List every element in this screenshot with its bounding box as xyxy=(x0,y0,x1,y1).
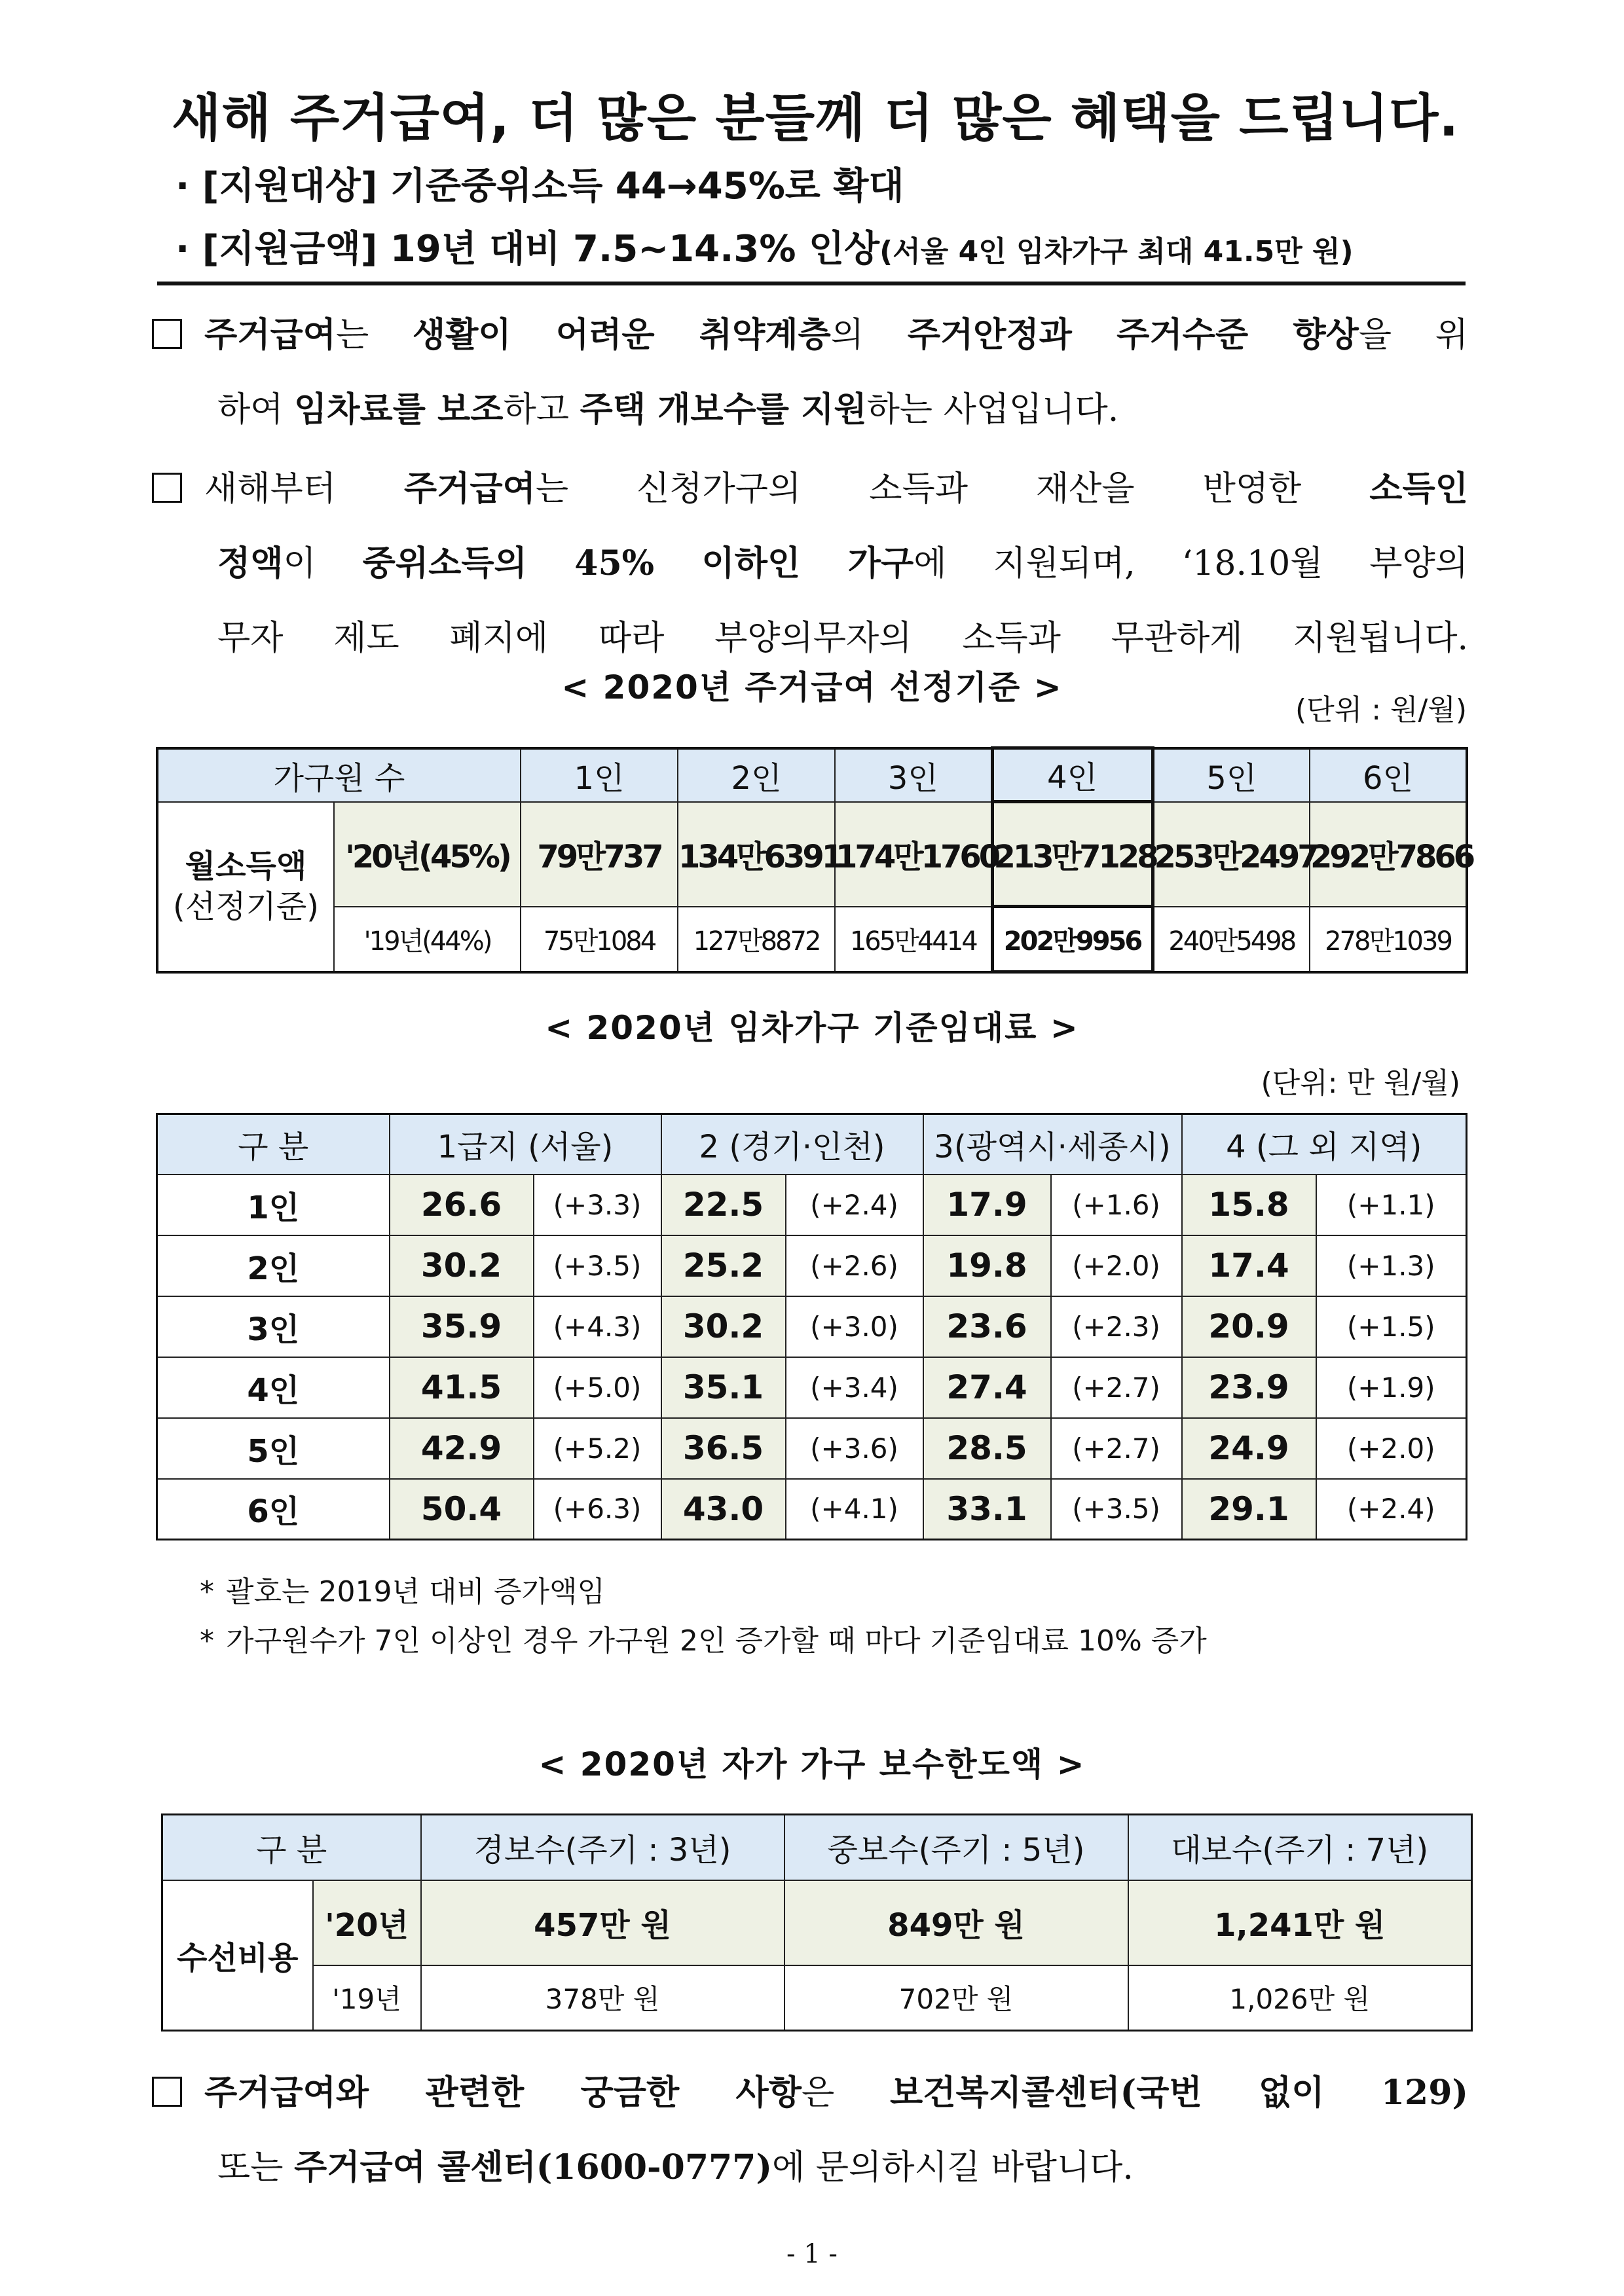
table2-row-label: 3인 xyxy=(157,1296,390,1357)
table3-value-cell: 849만 원 xyxy=(784,1880,1128,1965)
table2-change-cell: (+2.0) xyxy=(1316,1418,1467,1479)
subtitle-amount xyxy=(175,220,1354,272)
table2-row-label: 2인 xyxy=(157,1235,390,1296)
table3-caption: < 2020년 자가 가구 보수한도액 > xyxy=(538,1745,1086,1783)
footnote: * 가구원수가 7인 이상인 경우 가구원 2인 증가할 때 마다 기준임대료 10% 증가 xyxy=(200,1624,1207,1658)
table2-change-cell: (+3.4) xyxy=(786,1357,923,1418)
table1-header-cell: 4인 xyxy=(992,748,1153,802)
table2-change-cell: (+1.1) xyxy=(1316,1175,1467,1235)
table2-header-cell: 3(광역시·세종시) xyxy=(923,1114,1182,1175)
asterisk-icon: * xyxy=(200,1575,214,1609)
table1-header-cell: 5인 xyxy=(1153,748,1310,802)
table3-year-cell: '20년 xyxy=(313,1880,421,1965)
table-row xyxy=(157,1418,1467,1479)
document-title: 새해 주거급여, 더 많은 분들께 더 많은 혜택을 드립니다. xyxy=(172,89,1460,148)
table2-header-row xyxy=(157,1114,1467,1175)
table1-value-cell: 174만1760 xyxy=(835,802,992,907)
table2-rent-cell: 26.6 xyxy=(390,1175,534,1235)
table2-rent-cell: 35.9 xyxy=(390,1296,534,1357)
table2-rent-cell: 25.2 xyxy=(661,1235,786,1296)
subtitle-target: · [지원대상] 기준중위소득 44→45%로 확대 xyxy=(175,165,904,208)
table2-header-cell: 1급지 (서울) xyxy=(390,1114,661,1175)
table1-value-cell: 292만7866 xyxy=(1310,802,1467,907)
paragraph-criteria-line3: 무자 제도 폐지에 따라 부양의무자의 소득과 무관하게 지원됩니다. xyxy=(217,619,1468,658)
table-row xyxy=(157,1296,1467,1357)
paragraph-intro xyxy=(152,298,1468,447)
table2-rent-cell: 28.5 xyxy=(923,1418,1051,1479)
table2-rent-cell: 17.9 xyxy=(923,1175,1051,1235)
table-row xyxy=(157,1357,1467,1418)
subtitle-amount-note: (서울 4인 임차가구 최대 41.5만 원) xyxy=(879,235,1354,268)
table3-value-cell: 378만 원 xyxy=(421,1965,784,2031)
table3-value-cell: 1,241만 원 xyxy=(1128,1880,1472,1965)
title-divider xyxy=(157,282,1466,285)
table2-rent-cell: 35.1 xyxy=(661,1357,786,1418)
table2-header-cell: 구 분 xyxy=(157,1114,390,1175)
table2-rent-cell: 24.9 xyxy=(1182,1418,1316,1479)
table2-rent-cell: 19.8 xyxy=(923,1235,1051,1296)
paragraph-criteria-line2: 정액이 중위소득의 45% 이하인 가구에 지원되며, ‘18.10월 부양의 xyxy=(217,543,1468,583)
table1-row-label: 월소득액 (선정기준) xyxy=(157,802,334,972)
table1-year-cell: '20년(45%) xyxy=(334,802,521,907)
table1-value-cell: 253만2497 xyxy=(1153,802,1310,907)
table-row xyxy=(162,1965,1472,2031)
table3-value-cell: 702만 원 xyxy=(784,1965,1128,2031)
table1-value-cell: 165만4414 xyxy=(835,907,992,972)
table2-row-label: 1인 xyxy=(157,1175,390,1235)
table1-caption: < 2020년 주거급여 선정기준 > xyxy=(561,668,1063,706)
table3-header-cell: 대보수(주기 : 7년) xyxy=(1128,1815,1472,1880)
table1-value-cell: 79만737 xyxy=(521,802,678,907)
table3-header-cell: 중보수(주기 : 5년) xyxy=(784,1815,1128,1880)
table2-change-cell: (+5.0) xyxy=(534,1357,661,1418)
table2-rent-cell: 43.0 xyxy=(661,1479,786,1540)
checkbox-bullet-icon xyxy=(152,473,182,503)
table-row xyxy=(162,1880,1472,1965)
table-row xyxy=(157,1479,1467,1540)
table2-change-cell: (+4.3) xyxy=(534,1296,661,1357)
table1-value-cell: 213만7128 xyxy=(992,802,1153,907)
table-row xyxy=(157,802,1467,907)
paragraph-contact-line1: 주거급여와 관련한 궁금한 사항은 보건복지콜센터(국번 없이 129) xyxy=(152,2056,1468,2130)
page-number: - 1 - xyxy=(786,2239,838,2269)
table2-change-cell: (+2.4) xyxy=(1316,1479,1467,1540)
table2-rent-cell: 36.5 xyxy=(661,1418,786,1479)
table1-value-cell: 127만8872 xyxy=(678,907,835,972)
table2-change-cell: (+2.0) xyxy=(1051,1235,1182,1296)
selection-criteria-table xyxy=(156,746,1473,974)
table2-unit: (단위: 만 원/월) xyxy=(1261,1066,1460,1100)
table1-header-row xyxy=(157,748,1467,802)
table2-change-cell: (+3.3) xyxy=(534,1175,661,1235)
table2-rent-cell: 29.1 xyxy=(1182,1479,1316,1540)
table2-change-cell: (+1.3) xyxy=(1316,1235,1467,1296)
table1-header-cell: 가구원 수 xyxy=(157,748,521,802)
table2-rent-cell: 30.2 xyxy=(390,1235,534,1296)
table1-header-cell: 3인 xyxy=(835,748,992,802)
table-row xyxy=(157,907,1467,972)
table-row xyxy=(157,1175,1467,1235)
table3-value-cell: 457만 원 xyxy=(421,1880,784,1965)
table2-change-cell: (+1.9) xyxy=(1316,1357,1467,1418)
footnote: * 괄호는 2019년 대비 증가액임 xyxy=(200,1575,605,1609)
table2-rent-cell: 17.4 xyxy=(1182,1235,1316,1296)
table1-value-cell: 75만1084 xyxy=(521,907,678,972)
table1-header-cell: 1인 xyxy=(521,748,678,802)
subtitle-amount-main: · [지원금액] 19년 대비 7.5~14.3% 인상 xyxy=(175,228,880,270)
table2-rent-cell: 30.2 xyxy=(661,1296,786,1357)
table2-change-cell: (+2.6) xyxy=(786,1235,923,1296)
table2-row-label: 5인 xyxy=(157,1418,390,1479)
paragraph-contact-line2: 또는 주거급여 콜센터(1600-0777)에 문의하시길 바랍니다. xyxy=(217,2147,1134,2187)
table2-change-cell: (+3.6) xyxy=(786,1418,923,1479)
table2-change-cell: (+2.7) xyxy=(1051,1418,1182,1479)
paragraph-criteria-line1: 새해부터 주거급여는 신청가구의 소득과 재산을 반영한 소득인 xyxy=(152,452,1468,526)
checkbox-bullet-icon xyxy=(152,319,182,349)
paragraph-criteria xyxy=(152,452,1468,676)
checkbox-bullet-icon xyxy=(152,2077,182,2107)
table2-caption: < 2020년 임차가구 기준임대료 > xyxy=(545,1009,1079,1047)
table2-change-cell: (+2.7) xyxy=(1051,1357,1182,1418)
table2-header-cell: 4 (그 외 지역) xyxy=(1182,1114,1467,1175)
table2-change-cell: (+3.0) xyxy=(786,1296,923,1357)
table1-unit: (단위 : 원/월) xyxy=(1295,693,1467,727)
table2-row-label: 6인 xyxy=(157,1479,390,1540)
table1-header-cell: 6인 xyxy=(1310,748,1467,802)
table2-change-cell: (+6.3) xyxy=(534,1479,661,1540)
table2-rent-cell: 23.6 xyxy=(923,1296,1051,1357)
table2-row-label: 4인 xyxy=(157,1357,390,1418)
table3-header-cell: 경보수(주기 : 3년) xyxy=(421,1815,784,1880)
table3-header-row xyxy=(162,1815,1472,1880)
table1-value-cell: 202만9956 xyxy=(992,907,1153,972)
table1-value-cell: 278만1039 xyxy=(1310,907,1467,972)
table2-rent-cell: 23.9 xyxy=(1182,1357,1316,1418)
base-rent-table xyxy=(156,1113,1467,1540)
table2-change-cell: (+1.6) xyxy=(1051,1175,1182,1235)
table2-change-cell: (+4.1) xyxy=(786,1479,923,1540)
table2-rent-cell: 27.4 xyxy=(923,1357,1051,1418)
table2-header-cell: 2 (경기·인천) xyxy=(661,1114,923,1175)
paragraph-intro-line1: 주거급여는 생활이 어려운 취약계층의 주거안정과 주거수준 향상을 위 xyxy=(152,298,1468,373)
table1-value-cell: 134만6391 xyxy=(678,802,835,907)
table1-header-cell: 2인 xyxy=(678,748,835,802)
table2-change-cell: (+2.4) xyxy=(786,1175,923,1235)
table3-header-cell: 구 분 xyxy=(162,1815,421,1880)
table2-rent-cell: 41.5 xyxy=(390,1357,534,1418)
table2-rent-cell: 33.1 xyxy=(923,1479,1051,1540)
table2-rent-cell: 22.5 xyxy=(661,1175,786,1235)
asterisk-icon: * xyxy=(200,1624,214,1658)
table2-rent-cell: 42.9 xyxy=(390,1418,534,1479)
table2-change-cell: (+1.5) xyxy=(1316,1296,1467,1357)
repair-limit-table xyxy=(161,1813,1473,2032)
table2-rent-cell: 50.4 xyxy=(390,1479,534,1540)
table2-rent-cell: 20.9 xyxy=(1182,1296,1316,1357)
table-row xyxy=(157,1235,1467,1296)
table1-value-cell: 240만5498 xyxy=(1153,907,1310,972)
table3-year-cell: '19년 xyxy=(313,1965,421,2031)
table2-change-cell: (+3.5) xyxy=(534,1235,661,1296)
table3-row-label: 수선비용 xyxy=(162,1880,313,2031)
paragraph-intro-line2: 하여 임차료를 보조하고 주택 개보수를 지원하는 사업입니다. xyxy=(217,390,1119,429)
table2-change-cell: (+2.3) xyxy=(1051,1296,1182,1357)
paragraph-contact xyxy=(152,2056,1468,2205)
table2-change-cell: (+5.2) xyxy=(534,1418,661,1479)
table2-change-cell: (+3.5) xyxy=(1051,1479,1182,1540)
table3-value-cell: 1,026만 원 xyxy=(1128,1965,1472,2031)
table1-year-cell: '19년(44%) xyxy=(334,907,521,972)
table2-rent-cell: 15.8 xyxy=(1182,1175,1316,1235)
